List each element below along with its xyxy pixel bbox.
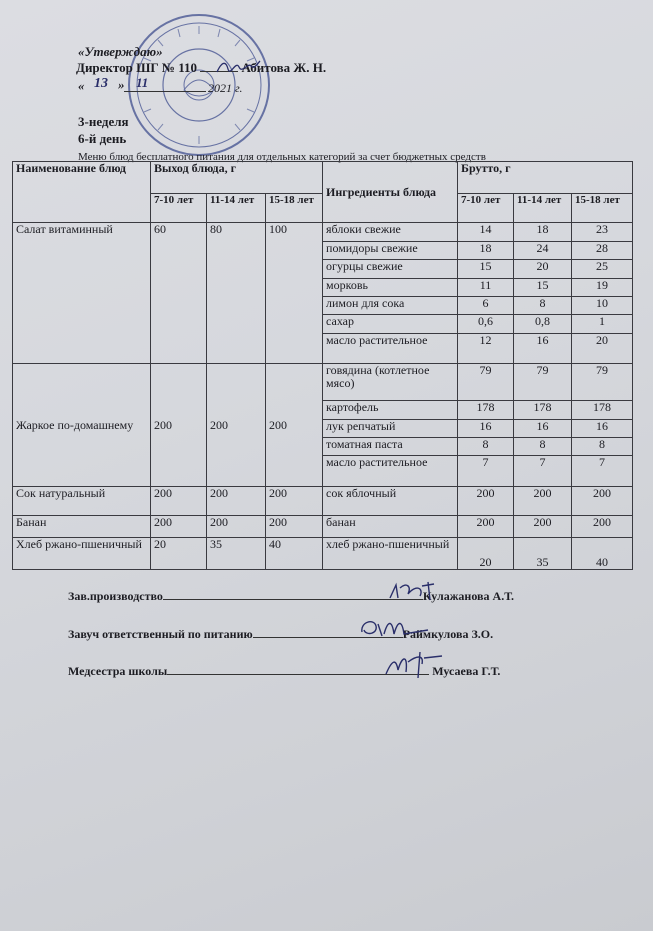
ingredient-gross: 24 (514, 241, 572, 259)
ingredient-gross: 18 (458, 241, 514, 259)
ingredient-gross: 11 (458, 278, 514, 296)
menu-subtitle: Меню блюд бесплатного питания для отдельных категорий за счет бюджетных средств (78, 151, 486, 163)
ingredient-gross: 14 (458, 223, 514, 241)
ingredient-gross: 200 (572, 486, 633, 515)
dish-name: Сок натуральный (13, 486, 151, 515)
ingredient-gross: 0,8 (514, 315, 572, 333)
ingredient-gross: 40 (572, 538, 633, 570)
ingredient-gross: 16 (458, 419, 514, 437)
ingredient-gross: 8 (514, 437, 572, 455)
ingredient-gross: 20 (514, 260, 572, 278)
nurse-name: Мусаева Г.Т. (432, 664, 501, 678)
menu-table (12, 161, 633, 570)
dish-output-1: 20 (151, 538, 207, 570)
ingredient-gross: 20 (458, 538, 514, 570)
deputy-name: Раймкулова З.О. (402, 627, 494, 641)
ingredient-name: огурцы свежие (323, 260, 458, 278)
header-gross-age-2: 11-14 лет (514, 193, 572, 223)
header-gross: Брутто, г (458, 162, 633, 194)
production-signature-line (163, 599, 423, 600)
ingredient-gross: 20 (572, 333, 633, 364)
production-signature (386, 580, 446, 604)
signature-production (68, 589, 514, 604)
date-month: 11 (136, 75, 149, 90)
ingredient-gross: 200 (514, 515, 572, 537)
table-row (13, 223, 633, 241)
date-underline (124, 91, 206, 92)
ingredient-gross: 23 (572, 223, 633, 241)
table-row (13, 538, 633, 570)
table-row (13, 515, 633, 537)
ingredient-gross: 7 (572, 456, 633, 487)
dish-name: Банан (13, 515, 151, 537)
date-close-quote: » (118, 77, 125, 92)
ingredient-gross: 79 (458, 364, 514, 401)
header-output-age-1: 7-10 лет (151, 193, 207, 223)
dish-output-2: 200 (207, 486, 266, 515)
dish-output-3: 100 (266, 223, 323, 364)
dish-name: Хлеб ржано-пшеничный (13, 538, 151, 570)
nurse-label: Медсестра школы (68, 664, 168, 678)
table-row (13, 486, 633, 515)
ingredient-gross: 15 (458, 260, 514, 278)
dish-output-2: 200 (207, 515, 266, 537)
ingredient-gross: 178 (458, 401, 514, 419)
ingredient-gross: 6 (458, 296, 514, 314)
dish-output-2: 35 (207, 538, 266, 570)
header-output-age-2: 11-14 лет (207, 193, 266, 223)
header-output: Выход блюда, г (151, 162, 323, 194)
date-open-quote: « (78, 78, 85, 93)
date-day: 13 (94, 76, 108, 91)
ingredient-name: картофель (323, 401, 458, 419)
ingredient-gross: 16 (572, 419, 633, 437)
ingredient-gross: 200 (572, 515, 633, 537)
ingredient-gross: 16 (514, 419, 572, 437)
day-label: 6-й день (78, 131, 127, 146)
ingredient-name: банан (323, 515, 458, 537)
week-label: 3-неделя (78, 114, 129, 129)
ingredient-gross: 12 (458, 333, 514, 364)
ingredient-gross: 7 (514, 456, 572, 487)
header-ingredients: Ингредиенты блюда (323, 162, 458, 223)
dish-name: Салат витаминный (13, 223, 151, 364)
ingredient-gross: 35 (514, 538, 572, 570)
ingredient-name: яблоки свежие (323, 223, 458, 241)
ingredient-gross: 10 (572, 296, 633, 314)
production-label: Зав.производство (68, 589, 163, 603)
ingredient-gross: 200 (458, 486, 514, 515)
ingredient-gross: 15 (514, 278, 572, 296)
dish-output-3: 200 (266, 515, 323, 537)
ingredient-name: лимон для сока (323, 296, 458, 314)
table-row (13, 364, 633, 401)
dish-name: Жаркое по-домашнему (13, 364, 151, 487)
dish-output-1: 60 (151, 223, 207, 364)
ingredient-name: масло растительное (323, 456, 458, 487)
ingredient-gross: 7 (458, 456, 514, 487)
ingredient-gross: 1 (572, 315, 633, 333)
ingredient-gross: 178 (514, 401, 572, 419)
header-output-age-3: 15-18 лет (266, 193, 323, 223)
ingredient-gross: 79 (572, 364, 633, 401)
dish-output-1: 200 (151, 486, 207, 515)
ingredient-gross: 18 (514, 223, 572, 241)
ingredient-gross: 28 (572, 241, 633, 259)
dish-output-3: 200 (266, 364, 323, 487)
ingredient-gross: 8 (458, 437, 514, 455)
director-name: Абитова Ж. Н. (241, 60, 327, 75)
ingredient-name: хлеб ржано-пшеничный (323, 538, 458, 570)
ingredient-gross: 19 (572, 278, 633, 296)
dish-output-3: 40 (266, 538, 323, 570)
deputy-label: Завуч ответственный по питанию (68, 627, 253, 641)
approval-date (78, 75, 248, 96)
ingredient-name: сок яблочный (323, 486, 458, 515)
ingredient-name: масло растительное (323, 333, 458, 364)
header-dish: Наименование блюд (13, 162, 151, 223)
deputy-signature (356, 616, 432, 640)
director-line (76, 60, 326, 76)
ingredient-gross: 200 (458, 515, 514, 537)
nurse-signature (380, 650, 446, 680)
ingredient-name: сахар (323, 315, 458, 333)
ingredient-gross: 178 (572, 401, 633, 419)
director-title: Директор ШГ № 110 (76, 60, 198, 75)
ingredient-gross: 79 (514, 364, 572, 401)
ingredient-name: морковь (323, 278, 458, 296)
date-year: 2021 г. (208, 81, 243, 95)
header-gross-age-3: 15-18 лет (572, 193, 633, 223)
dish-output-1: 200 (151, 515, 207, 537)
ingredient-name: лук репчатый (323, 419, 458, 437)
ingredient-gross: 8 (572, 437, 633, 455)
production-name: Кулажанова А.Т. (422, 589, 514, 603)
ingredient-gross: 8 (514, 296, 572, 314)
ingredient-name: помидоры свежие (323, 241, 458, 259)
dish-output-2: 80 (207, 223, 266, 364)
ingredient-name: говядина (котлетное мясо) (323, 364, 458, 401)
dish-output-2: 200 (207, 364, 266, 487)
ingredient-name: томатная паста (323, 437, 458, 455)
header-gross-age-1: 7-10 лет (458, 193, 514, 223)
ingredient-gross: 16 (514, 333, 572, 364)
ingredient-gross: 200 (514, 486, 572, 515)
director-signature (214, 57, 262, 77)
ingredient-gross: 25 (572, 260, 633, 278)
ingredient-gross: 0,6 (458, 315, 514, 333)
dish-output-3: 200 (266, 486, 323, 515)
dish-output-1: 200 (151, 364, 207, 487)
approval-heading: «Утверждаю» (78, 44, 163, 59)
